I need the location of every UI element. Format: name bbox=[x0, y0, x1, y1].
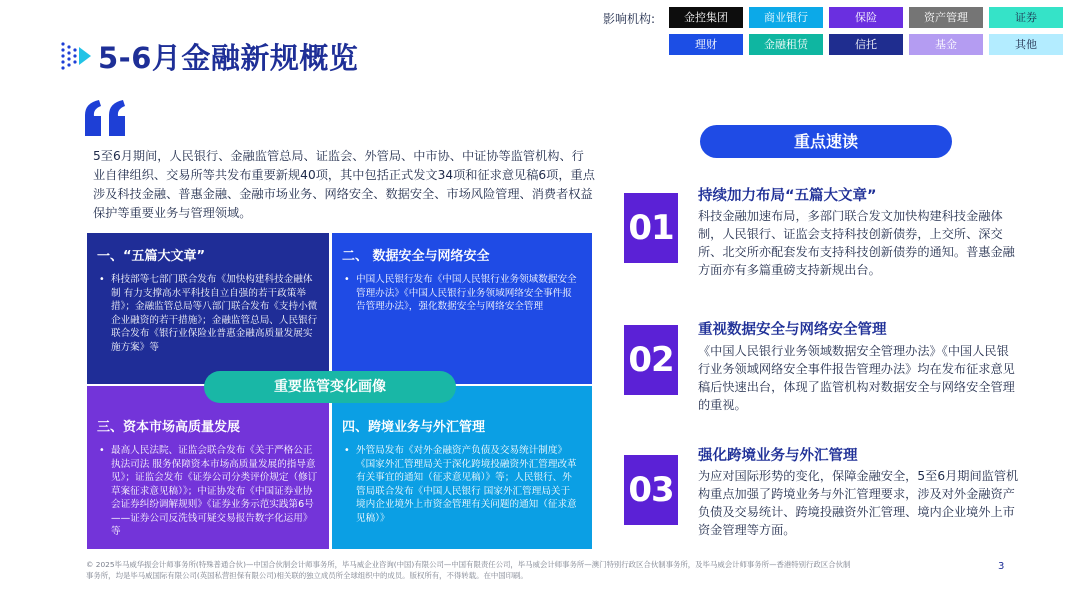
quadrant-cross-border bbox=[332, 386, 592, 549]
point-number-02: 02 bbox=[624, 325, 678, 395]
legend-chip: 基金 bbox=[909, 34, 983, 55]
chevron-arrows-icon bbox=[60, 41, 92, 71]
quadrant-bullet: • 外管局发布《对外金融资产负债及交易统计制度》《国家外汇管理局关于深化跨境投融资外汇管理改革有关事宜的通知（征求意见稿）》等；人民银行、外管局联合发布《中国人民银行 国家外汇管理局关于境内企业境外上市资金管理有关问题的通知（征求意见稿）》 bbox=[342, 444, 578, 525]
center-pill-label: 重要监管变化画像 bbox=[204, 371, 456, 403]
legend-chip: 金控集团 bbox=[669, 7, 743, 28]
page-title: 5-6月金融新规概览 bbox=[98, 41, 359, 75]
legend-chip: 其他 bbox=[989, 34, 1063, 55]
point-body: 为应对国际形势的变化，保障金融安全，5至6月期间监管机构重点加强了跨境业务与外汇管理要求，涉及对外金融资产负债及交易统计、跨境投融资外汇管理、境内企业境外上市资金管理等方面。 bbox=[698, 469, 1019, 537]
legend-chip: 信托 bbox=[829, 34, 903, 55]
quadrant-title: 三、资本市场高质量发展 bbox=[97, 420, 241, 435]
intro-paragraph: 5至6月期间，人民银行、金融监管总局、证监会、外管局、中市协、中证协等监管机构、行业自律组织、交易所等共发布重要新规40项，其中包括正式发文34项和征求意见稿6项，重点涉及科技金融、普惠金融、金融市场业务、网络安全、数据安全、市场风险管理、消费者权益保护等重要业务与管理领域。 bbox=[93, 149, 595, 220]
quadrant-five-articles bbox=[87, 233, 329, 384]
key-points-heading: 重点速读 bbox=[700, 125, 952, 158]
point-number-01: 01 bbox=[624, 193, 678, 263]
legend-chip: 金融租赁 bbox=[749, 34, 823, 55]
quadrant-bullet: • 最高人民法院、证监会联合发布《关于严格公正执法司法 服务保障资本市场高质量发展的指导意见》；证监会发布《证券公司分类评价规定（修订草案征求意见稿）》；中证协发布《中国证券业协会证券纠纷调解规则》《证券业务示范实践第6号——证券公司反洗钱可疑交易报告数字化运用》等 bbox=[97, 444, 319, 539]
copyright-footer: © 2025毕马威华振会计师事务所(特殊普通合伙)—中国合伙制会计师事务所，毕马威企业咨询(中国)有限公司—中国有限责任公司，毕马威会计师事务所—澳门特别行政区合伙制事务所，及毕马威会计师事务所—香港特别行政区合伙制事务所，均是毕马威国际有限公司(英国私营担保有限公司)相关联的独立成员所全球组织中的成员。版权所有，不得转载。在中国印刷。 bbox=[86, 560, 851, 580]
quadrant-title: 一、“五篇大文章” bbox=[97, 249, 206, 264]
point-title: 重视数据安全与网络安全管理 bbox=[698, 322, 887, 338]
point-number-03: 03 bbox=[624, 455, 678, 525]
legend-chip: 理财 bbox=[669, 34, 743, 55]
quadrant-capital-market bbox=[87, 386, 329, 549]
quadrant-title: 四、跨境业务与外汇管理 bbox=[342, 420, 486, 435]
legend-chip: 证券 bbox=[989, 7, 1063, 28]
quote-mark-icon bbox=[85, 100, 129, 136]
point-title: 强化跨境业务与外汇管理 bbox=[698, 448, 858, 464]
legend-chip: 商业银行 bbox=[749, 7, 823, 28]
point-body: 科技金融加速布局，多部门联合发文加快构建科技金融体制，人民银行、证监会支持科技创新债券，上交所、深交所、北交所亦配套发布支持科技创新债券的通知。普惠金融方面亦有多篇重磅支持新规出台。 bbox=[698, 209, 1015, 277]
point-title: 持续加力布局“五篇大文章” bbox=[698, 188, 877, 204]
quadrant-title: 二、 数据安全与网络安全 bbox=[342, 249, 490, 264]
quadrant-bullet: • 科技部等七部门联合发布《加快构建科技金融体制 有力支撑高水平科技自立自强的若干政策举措》；金融监管总局等八部门联合发布《支持小微企业融资的若干措施》；金融监管总局、人民银行联合发布《银行业保险业普惠金融高质量发展实施方案》等 bbox=[97, 273, 319, 354]
page-number: 3 bbox=[998, 561, 1005, 572]
legend-chip: 资产管理 bbox=[909, 7, 983, 28]
legend-chip: 保险 bbox=[829, 7, 903, 28]
point-body: 《中国人民银行业务领域数据安全管理办法》《中国人民银行业务领域网络安全事件报告管理办法》均在发布征求意见稿后快速出台，体现了监管机构对数据安全与网络安全管理的重视。 bbox=[698, 344, 1015, 412]
quadrant-bullet: • 中国人民银行发布《中国人民银行业务领域数据安全管理办法》《中国人民银行业务领域网络安全事件报告管理办法》，强化数据安全与网络安全管理 bbox=[342, 273, 578, 314]
quadrant-data-security bbox=[332, 233, 592, 384]
impact-institutions-label: 影响机构: bbox=[603, 12, 656, 26]
